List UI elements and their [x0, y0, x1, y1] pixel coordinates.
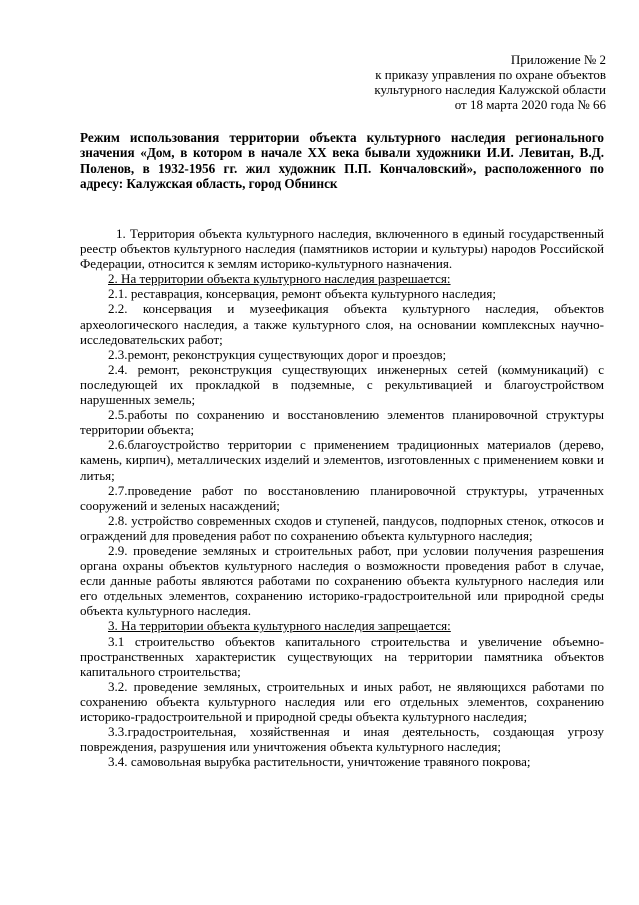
paragraph-1: 1. Территория объекта культурного наследия, включенного в единый государственный реестр объектов культурного наследия (памятников истории и культуры) народов Российской Федерации, относится к землям историко-культурного назначения.	[80, 226, 604, 272]
paragraph-2-6: 2.6.благоустройство территории с применением традиционных материалов (дерево, камень, кирпич), металлических изделий и элементов, изготовленных с применением ковки и литья;	[80, 437, 604, 483]
paragraph-3-4: 3.4. самовольная вырубка растительности, уничтожение травяного покрова;	[108, 754, 531, 770]
paragraph-2-4: 2.4. ремонт, реконструкция существующих инженерных сетей (коммуникаций) с последующей их прокладкой в подземные, с рекультивацией и благоустройством нарушенных земель;	[80, 361, 604, 408]
paragraph-3-3: 3.3.градостроительная, хозяйственная и иная деятельность, создающая угрозу повреждения, разрушения или уничтожения объекта культурного наследия;	[80, 724, 604, 755]
paragraph-2-3: 2.3.ремонт, реконструкция существующих дорог и проездов;	[108, 346, 447, 362]
paragraph-2-1: 2.1. реставрация, консервация, ремонт объекта культурного наследия;	[108, 286, 496, 302]
paragraph-2-7: 2.7.проведение работ по восстановлению планировочной структуры, утраченных сооружений и зеленых насаждений;	[80, 482, 604, 513]
appendix-order-ref: к приказу управления по охране объектов	[375, 67, 606, 82]
appendix-order-authority: культурного наследия Калужской области	[374, 82, 606, 97]
appendix-order-date: от 18 марта 2020 года № 66	[454, 97, 606, 112]
paragraph-2-5: 2.5.работы по сохранению и восстановлению элементов планировочной структуры территории объекта;	[80, 407, 604, 438]
appendix-header	[374, 52, 606, 112]
document-title: Режим использования территории объекта культурного наследия регионального значения «Дом, в котором в начале XX века бывали художники И.И. Левитан, В.Д. Поленов, в 1932-1956 гг. жил художник П.П. Кончаловский», расположенного по адресу: Калужская область, город Обнинск	[80, 130, 604, 191]
paragraph-3-2: 3.2. проведение земляных, строительных и иных работ, не являющихся работами по сохранению объекта культурного наследия или его отдельных элементов, сохранению историко-градостроительной и природной среды объекта культурного наследия;	[80, 678, 604, 724]
paragraph-2-9: 2.9. проведение земляных и строительных работ, при условии получения разрешения органа охраны объектов культурного наследия о возможности проведения работ в случае, если данные работы являются работами по сохранению объекта культурного наследия или его отдельных элементов, сохранению историко-градостроительной или природной среды объекта культурного наследия.	[80, 542, 604, 619]
paragraph-2-8: 2.8. устройство современных сходов и ступеней, пандусов, подпорных стенок, откосов и ограждений для проведения работ по сохранению объекта культурного наследия;	[80, 512, 604, 543]
paragraph-3-1: 3.1 строительство объектов капитального строительства и увеличение объемно-пространственных характеристик существующих на территории памятника объектов капитального строительства;	[80, 633, 604, 679]
appendix-number: Приложение № 2	[510, 52, 606, 67]
paragraph-2-2: 2.2. консервация и музеефикация объекта культурного наследия, объектов археологического наследия, а также культурного слоя, на основании комплексных научно-исследовательских работ;	[80, 301, 604, 347]
section-2-heading	[80, 271, 604, 286]
section-2-heading-text: 2. На территории объекта культурного наследия разрешается:	[108, 271, 451, 287]
section-3-heading	[80, 618, 604, 633]
section-3-heading-text: 3. На территории объекта культурного наследия запрещается:	[108, 618, 451, 634]
document-body	[80, 226, 604, 769]
